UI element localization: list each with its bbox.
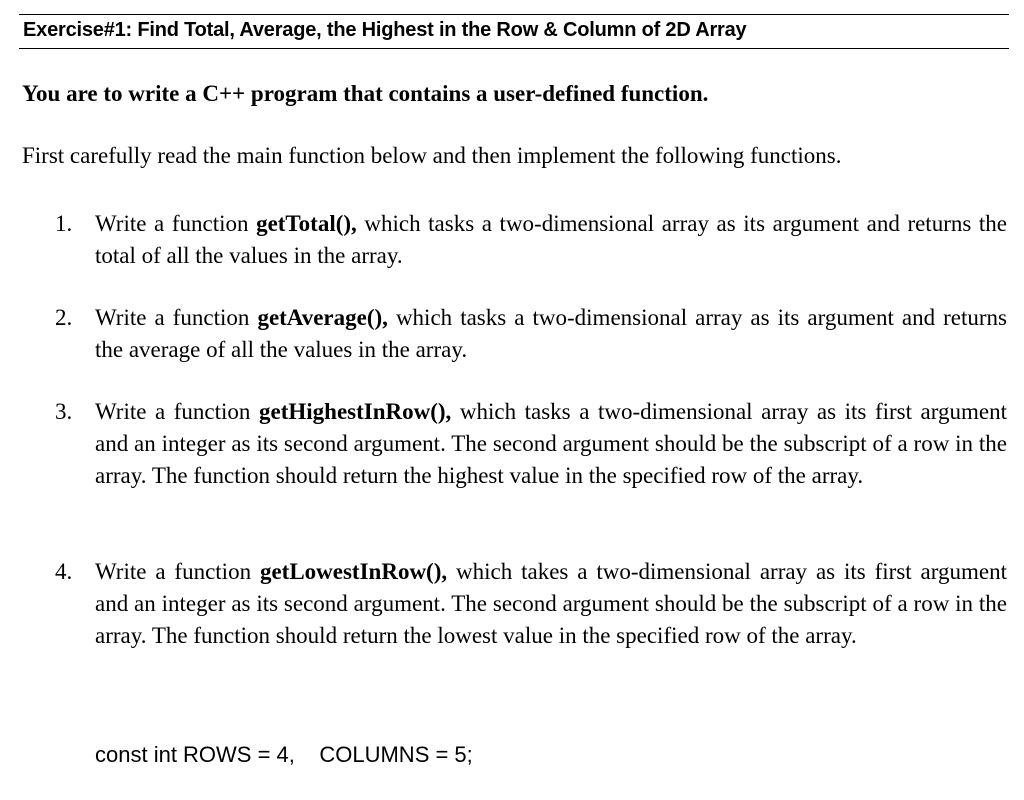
- item-prefix: Write a function: [95, 211, 257, 236]
- list-item-4: [55, 556, 1007, 652]
- list-item-body: [95, 556, 1007, 652]
- item-description: which tasks a two-dimensional array as its argument and returns the average of all the values in the array.: [95, 305, 1007, 362]
- list-item-number: 2.: [55, 305, 73, 330]
- function-name: getHighestInRow(),: [259, 399, 452, 424]
- intro-text: You are to write a C++ program that contains a user-defined function.: [22, 81, 709, 106]
- list-item-1: [55, 208, 1007, 272]
- item-description: which tasks a two-dimensional array as its argument and returns the total of all the values in the array.: [95, 211, 1007, 268]
- code-line-constants: const int ROWS = 4, COLUMNS = 5;: [95, 742, 473, 767]
- list-item-number: 3.: [55, 399, 73, 424]
- exercise-title: Exercise#1: Find Total, Average, the Highest in the Row & Column of 2D Array: [23, 19, 747, 41]
- list-item-3: [55, 396, 1007, 492]
- list-item-body: [95, 208, 1007, 272]
- list-item-body: [95, 302, 1007, 366]
- item-prefix: Write a function: [95, 305, 258, 330]
- item-prefix: Write a function: [95, 399, 259, 424]
- lead-text: First carefully read the main function below and then implement the following functions.: [22, 143, 842, 168]
- function-name: getLowestInRow(),: [259, 559, 448, 584]
- list-item-number: 1.: [55, 211, 73, 236]
- list-item-body: [95, 396, 1007, 492]
- item-description: which tasks a two-dimensional array as its first argument and an integer as its second argument. The second argument should be the subscript of a row in the array. The function should return the highest value in the specified row of the array.: [95, 399, 1008, 488]
- list-item-number: 4.: [55, 559, 73, 584]
- function-name: getAverage(),: [257, 305, 388, 330]
- exercise-title-band: [19, 14, 1009, 49]
- list-item-2: [55, 302, 1007, 366]
- item-prefix: Write a function: [95, 559, 260, 584]
- function-name: getTotal(),: [256, 211, 357, 236]
- item-description: which takes a two-dimensional array as its first argument and an integer as its second argument. The second argument should be the subscript of a row in the array. The function should return the lowest value in the specified row of the array.: [95, 559, 1007, 648]
